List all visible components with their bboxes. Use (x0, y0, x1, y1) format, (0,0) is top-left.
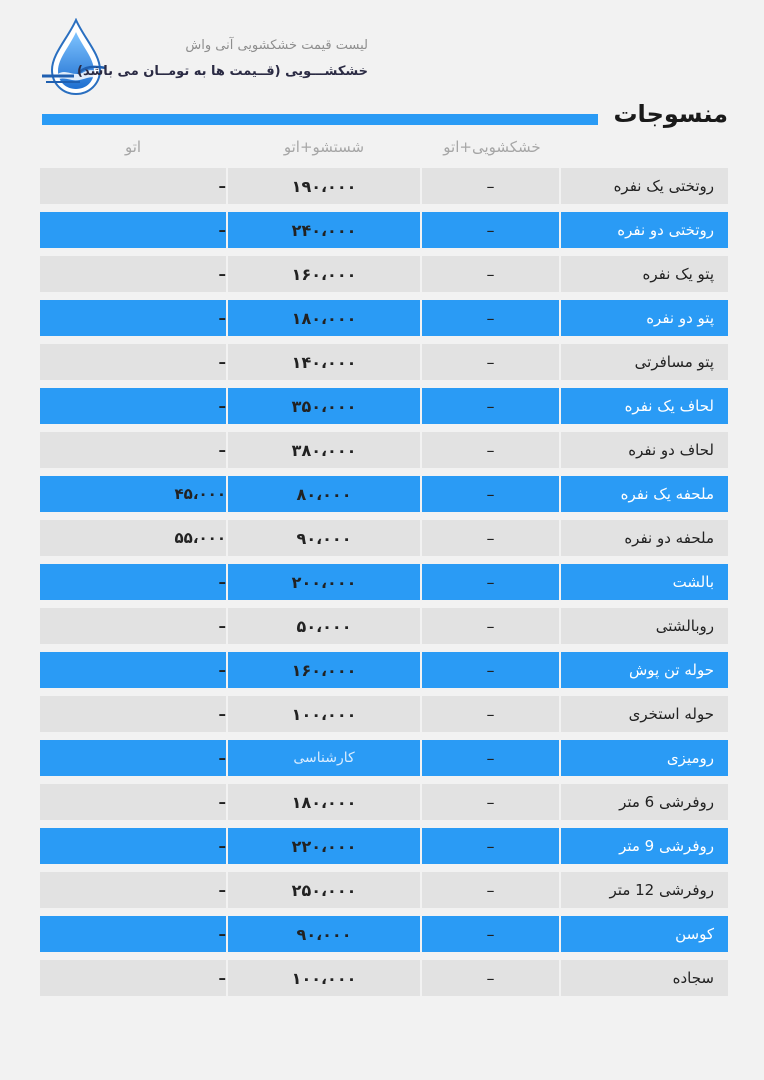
table-row (40, 388, 728, 424)
dry-price: – (422, 300, 559, 336)
table-row (40, 828, 728, 864)
iron-price: – (40, 916, 226, 952)
dry-price: – (422, 256, 559, 292)
item-name: لحاف دو نفره (561, 432, 728, 468)
table-row (40, 168, 728, 204)
iron-price: – (40, 960, 226, 996)
dry-price: – (422, 344, 559, 380)
item-name: سجاده (561, 960, 728, 996)
column-header-wash: شستشو+اتو (283, 138, 365, 156)
dry-price: – (422, 388, 559, 424)
wash-price: ۱۰۰،۰۰۰ (228, 696, 420, 732)
item-name: پتو دو نفره (561, 300, 728, 336)
dry-price: – (422, 564, 559, 600)
iron-price: ۵۵،۰۰۰ (40, 520, 226, 556)
column-header-iron: اتو (124, 138, 142, 156)
dry-price: – (422, 916, 559, 952)
iron-price: – (40, 300, 226, 336)
iron-price: – (40, 212, 226, 248)
brand-logo (40, 18, 112, 98)
table-row (40, 740, 728, 776)
wash-price: ۸۰،۰۰۰ (228, 476, 420, 512)
wash-price: ۹۰،۰۰۰ (228, 520, 420, 556)
wash-price: ۹۰،۰۰۰ (228, 916, 420, 952)
wash-price: ۱۸۰،۰۰۰ (228, 784, 420, 820)
iron-price: – (40, 388, 226, 424)
iron-price: ۴۵،۰۰۰ (40, 476, 226, 512)
dry-price: – (422, 872, 559, 908)
table-row (40, 960, 728, 996)
dry-price: – (422, 828, 559, 864)
table-row (40, 300, 728, 336)
item-name: ملحفه دو نفره (561, 520, 728, 556)
dry-price: – (422, 608, 559, 644)
wash-price: ۳۸۰،۰۰۰ (228, 432, 420, 468)
table-row (40, 608, 728, 644)
iron-price: – (40, 168, 226, 204)
item-name: رومیزی (561, 740, 728, 776)
wash-price: ۲۵۰،۰۰۰ (228, 872, 420, 908)
item-name: بالشت (561, 564, 728, 600)
dry-price: – (422, 476, 559, 512)
wash-price: ۲۰۰،۰۰۰ (228, 564, 420, 600)
item-name: حوله تن پوش (561, 652, 728, 688)
item-name: روبالشتی (561, 608, 728, 644)
iron-price: – (40, 256, 226, 292)
wash-price: ۱۶۰،۰۰۰ (228, 256, 420, 292)
item-name: روتختی یک نفره (561, 168, 728, 204)
price-table (40, 168, 728, 1004)
iron-price: – (40, 564, 226, 600)
table-row (40, 432, 728, 468)
iron-price: – (40, 872, 226, 908)
item-name: روفرشی 12 متر (561, 872, 728, 908)
item-name: روفرشی 6 متر (561, 784, 728, 820)
item-name: پتو مسافرتی (561, 344, 728, 380)
dry-price: – (422, 960, 559, 996)
item-name: روتختی دو نفره (561, 212, 728, 248)
iron-price: – (40, 696, 226, 732)
table-row (40, 652, 728, 688)
list-subtitle: لیست قیمت خشکشویی آنی واش (185, 38, 368, 53)
wash-price: ۳۵۰،۰۰۰ (228, 388, 420, 424)
dry-price: – (422, 212, 559, 248)
wash-price: ۱۴۰،۰۰۰ (228, 344, 420, 380)
page-headline: خشکشـــویی (قــیمت ها به تومــان می باشد) (77, 64, 368, 79)
wash-price: ۲۲۰،۰۰۰ (228, 828, 420, 864)
wash-price: ۱۹۰،۰۰۰ (228, 168, 420, 204)
dry-price: – (422, 432, 559, 468)
dry-price: – (422, 696, 559, 732)
table-row (40, 784, 728, 820)
section-title: منسوجات (613, 100, 728, 128)
wash-price: کارشناسی (228, 740, 420, 776)
wash-price: ۲۴۰،۰۰۰ (228, 212, 420, 248)
iron-price: – (40, 828, 226, 864)
dry-price: – (422, 520, 559, 556)
table-row (40, 476, 728, 512)
table-row (40, 344, 728, 380)
item-name: روفرشی 9 متر (561, 828, 728, 864)
iron-price: – (40, 608, 226, 644)
wash-price: ۱۰۰،۰۰۰ (228, 960, 420, 996)
section-accent-bar (42, 114, 598, 125)
table-row (40, 564, 728, 600)
dry-price: – (422, 784, 559, 820)
table-row (40, 916, 728, 952)
dry-price: – (422, 740, 559, 776)
table-row (40, 256, 728, 292)
item-name: پتو یک نفره (561, 256, 728, 292)
table-row (40, 520, 728, 556)
column-header-dry: خشکشویی+اتو (443, 138, 541, 156)
iron-price: – (40, 740, 226, 776)
table-row (40, 696, 728, 732)
item-name: حوله استخری (561, 696, 728, 732)
item-name: کوسن (561, 916, 728, 952)
iron-price: – (40, 784, 226, 820)
wash-price: ۱۶۰،۰۰۰ (228, 652, 420, 688)
iron-price: – (40, 652, 226, 688)
wash-price: ۱۸۰،۰۰۰ (228, 300, 420, 336)
table-row (40, 212, 728, 248)
iron-price: – (40, 344, 226, 380)
table-row (40, 872, 728, 908)
wash-price: ۵۰،۰۰۰ (228, 608, 420, 644)
item-name: ملحفه یک نفره (561, 476, 728, 512)
dry-price: – (422, 168, 559, 204)
dry-price: – (422, 652, 559, 688)
iron-price: – (40, 432, 226, 468)
item-name: لحاف یک نفره (561, 388, 728, 424)
